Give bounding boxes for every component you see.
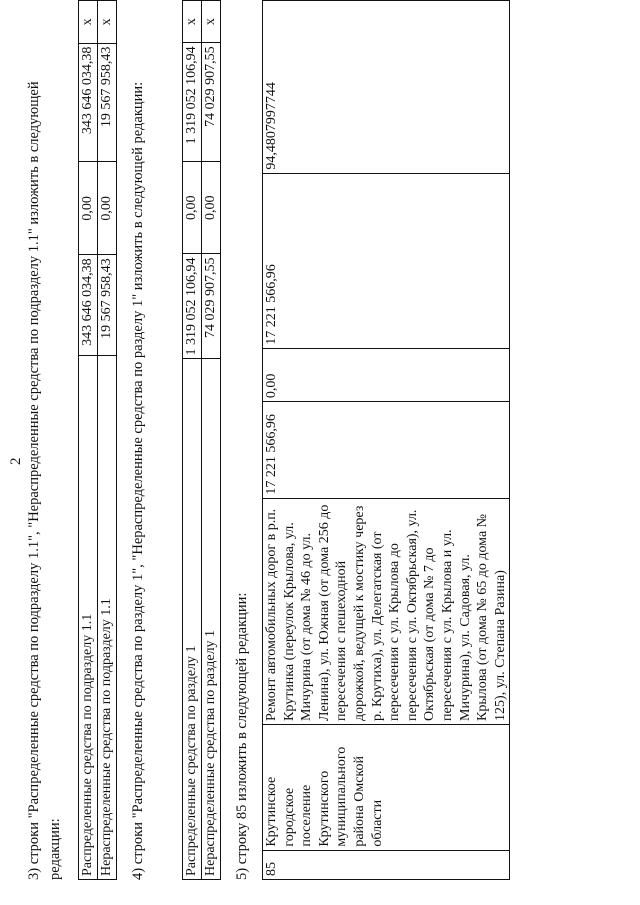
value-cell: х	[98, 1, 117, 44]
settlement-cell: Крутинское городское поселение Крутинского муниципального района Омской области	[263, 724, 510, 850]
table-row	[263, 1, 510, 880]
description-cell: Ремонт автомобильных дорог в р.п. Крутинка (переулок Крылова, ул. Мичурина (от дома № 46 до ул. Ленина), ул. Южная (от дома 256 до пересечения с пешеходной дорожкой, ведущей к мостику через р. Крутиха), ул. Делегатская (от пересечения с ул. Крылова до пересечения с ул. Октябрьская), ул. Октябрьская (от дома № 7 до пересечения с ул. Крылова и ул. Мичурина), ул. Садовая, ул. Крылова (от дома № 65 до дома № 125), ул. Степана Разина)	[263, 498, 510, 724]
row-number: 85	[263, 850, 510, 879]
section3-table	[78, 0, 117, 880]
value-cell: 0,00	[79, 162, 98, 255]
section3-intro: 3) строки "Распределенные средства по подразделу 1.1", "Нераспределенные средства по подразделу 1.1" изложить в следующей редакции:	[26, 81, 63, 880]
value-cell: х	[202, 1, 221, 43]
value-cell: 17 221 566,96	[263, 402, 510, 499]
value-cell: 0,00	[263, 348, 510, 401]
value-cell: 19 567 958,43	[98, 255, 117, 356]
section4-table	[182, 0, 221, 880]
row-label: Нераспределенные средства по подразделу 1.1	[98, 356, 117, 880]
table-row	[98, 1, 117, 880]
page-number: 2	[8, 457, 24, 465]
value-cell: 0,00	[98, 162, 117, 255]
value-cell: х	[183, 1, 202, 43]
value-cell: 17 221 566,96	[263, 173, 510, 348]
value-cell: 74 029 907,55	[202, 43, 221, 162]
value-cell: 343 646 034,38	[79, 255, 98, 356]
row-label: Распределенные средства по подразделу 1.1	[79, 356, 98, 880]
value-cell: 0,00	[183, 161, 202, 254]
value-cell: х	[79, 1, 98, 44]
value-cell: 74 029 907,55	[202, 254, 221, 359]
value-cell: 0,00	[202, 161, 221, 254]
value-cell: 94,4807997744	[263, 1, 510, 174]
table-row	[183, 1, 202, 880]
section5-table	[262, 0, 510, 880]
table-row	[202, 1, 221, 880]
value-cell: 343 646 034,38	[79, 43, 98, 162]
value-cell: 1 319 052 106,94	[183, 43, 202, 162]
row-label: Нераспределенные средства по разделу 1	[202, 359, 221, 880]
table-row	[79, 1, 98, 880]
section4-intro: 4) строки "Распределенные средства по разделу 1", "Нераспределенные средства по разделу 1" изложить в следующей редакции:	[130, 81, 146, 880]
row-label: Распределенные средства по разделу 1	[183, 359, 202, 880]
value-cell: 19 567 958,43	[98, 43, 117, 162]
section5-intro: 5) строку 85 изложить в следующей редакции:	[234, 592, 250, 880]
value-cell: 1 319 052 106,94	[183, 254, 202, 359]
